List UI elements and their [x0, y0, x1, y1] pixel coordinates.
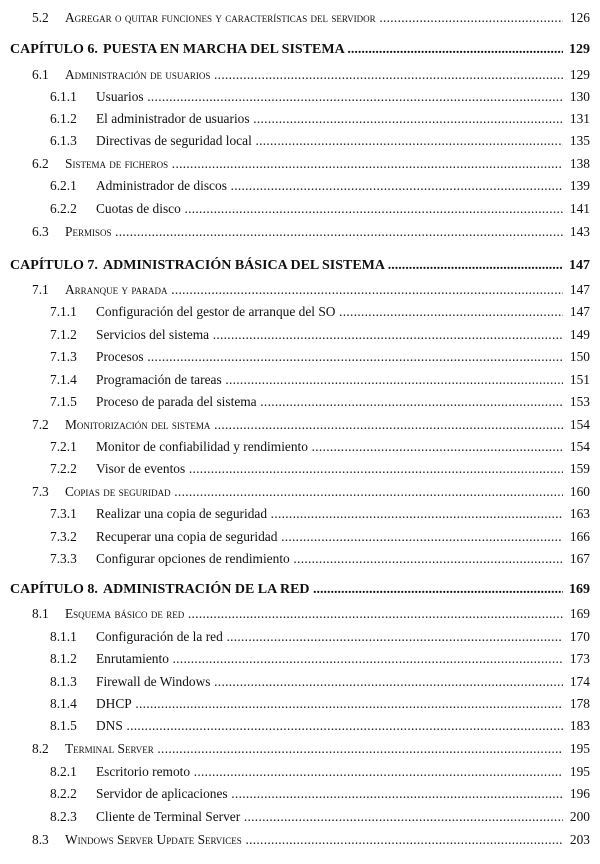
- entry-number: 7.3.1: [50, 506, 77, 521]
- entry-page: 138: [569, 156, 590, 171]
- entry-number: 7.1.5: [50, 394, 77, 409]
- entry-number: 8.2: [32, 741, 49, 756]
- entry-number: 7.2: [32, 417, 49, 432]
- toc-entry-section: [0, 65, 600, 85]
- entry-page: 130: [569, 89, 590, 104]
- entry-number: 8.2.1: [50, 764, 77, 779]
- entry-page: 147: [569, 304, 590, 319]
- toc-entry-section: [0, 830, 600, 850]
- entry-number: 7.1.1: [50, 304, 77, 319]
- entry-number: 5.2: [32, 10, 49, 25]
- toc-entry-subsection: [0, 370, 600, 390]
- toc-entry-subsection: [0, 716, 600, 736]
- entry-title: Terminal Server .....: [65, 739, 563, 759]
- entry-title: Visor de eventos .....: [96, 459, 563, 479]
- entry-number: 6.1.3: [50, 133, 77, 148]
- entry-page: 131: [569, 111, 590, 126]
- entry-title: Servidor de aplicaciones .....: [96, 784, 563, 804]
- entry-title: Configuración de la red .....: [96, 627, 563, 647]
- entry-page: 135: [569, 133, 590, 148]
- entry-title: El administrador de usuarios .....: [96, 109, 563, 129]
- entry-number: 7.1.4: [50, 372, 77, 387]
- entry-number: CAPÍTULO 8.: [10, 582, 98, 597]
- entry-title: ADMINISTRACIÓN BÁSICA DEL SISTEMA .....: [103, 256, 563, 276]
- entry-page: 196: [569, 786, 590, 801]
- entry-number: 8.2.3: [50, 809, 77, 824]
- entry-page: 154: [569, 417, 590, 432]
- entry-number: 8.1.4: [50, 696, 77, 711]
- entry-page: 129: [569, 42, 590, 57]
- entry-page: 170: [569, 629, 590, 644]
- entry-number: CAPÍTULO 6.: [10, 42, 98, 57]
- entry-title: DHCP .....: [96, 694, 563, 714]
- toc-entry-subsection: [0, 649, 600, 669]
- toc-entry-subsection: [0, 87, 600, 107]
- entry-title: Directivas de seguridad local .....: [96, 131, 563, 151]
- toc-entry-subsection: [0, 527, 600, 547]
- entry-number: CAPÍTULO 7.: [10, 258, 98, 273]
- toc-entry-subsection: [0, 176, 600, 196]
- entry-page: 159: [569, 461, 590, 476]
- entry-page: 143: [569, 224, 590, 239]
- entry-page: 169: [569, 582, 590, 597]
- entry-title: Configurar opciones de rendimiento .....: [96, 549, 563, 569]
- entry-page: 149: [569, 327, 590, 342]
- entry-title: Administrador de discos .....: [96, 176, 563, 196]
- entry-page: 160: [569, 484, 590, 499]
- entry-title: Enrutamiento .....: [96, 649, 563, 669]
- toc-entry-subsection: [0, 325, 600, 345]
- entry-title: Recuperar una copia de seguridad .....: [96, 527, 563, 547]
- toc-entry-section: [0, 8, 600, 28]
- entry-page: 129: [569, 67, 590, 82]
- entry-title: Esquema básico de red .....: [65, 604, 563, 624]
- toc-entry-chapter: [0, 580, 600, 600]
- entry-title: Programación de tareas .....: [96, 370, 563, 390]
- entry-page: 151: [569, 372, 590, 387]
- entry-page: 169: [569, 606, 590, 621]
- entry-title: Monitorización del sistema .....: [65, 415, 563, 435]
- entry-number: 6.1.2: [50, 111, 77, 126]
- entry-title: Realizar una copia de seguridad .....: [96, 504, 563, 524]
- entry-number: 8.2.2: [50, 786, 77, 801]
- entry-number: 6.2: [32, 156, 49, 171]
- entry-title: Escritorio remoto .....: [96, 762, 563, 782]
- entry-title: Proceso de parada del sistema .....: [96, 392, 563, 412]
- entry-number: 7.1: [32, 282, 49, 297]
- entry-page: 195: [569, 741, 590, 756]
- entry-number: 7.3: [32, 484, 49, 499]
- entry-page: 153: [569, 394, 590, 409]
- entry-title: Firewall de Windows .....: [96, 672, 563, 692]
- entry-number: 6.1.1: [50, 89, 77, 104]
- entry-page: 154: [569, 439, 590, 454]
- entry-page: 200: [569, 809, 590, 824]
- entry-number: 8.1: [32, 606, 49, 621]
- entry-page: 178: [569, 696, 590, 711]
- toc-entry-chapter: [0, 40, 600, 60]
- entry-page: 167: [569, 551, 590, 566]
- toc-entry-section: [0, 415, 600, 435]
- entry-page: 174: [569, 674, 590, 689]
- entry-title: Permisos .....: [65, 222, 563, 242]
- entry-page: 195: [569, 764, 590, 779]
- entry-page: 150: [569, 349, 590, 364]
- entry-title: DNS .....: [96, 716, 563, 736]
- entry-number: 8.3: [32, 832, 49, 847]
- toc-entry-subsection: [0, 762, 600, 782]
- toc-entry-subsection: [0, 549, 600, 569]
- entry-title: Usuarios .....: [96, 87, 563, 107]
- entry-number: 8.1.2: [50, 651, 77, 666]
- toc-entry-section: [0, 222, 600, 242]
- entry-title: Configuración del gestor de arranque del SO .....: [96, 302, 563, 322]
- entry-number: 7.3.2: [50, 529, 77, 544]
- entry-page: 147: [569, 258, 590, 273]
- entry-title: Arranque y parada .....: [65, 280, 563, 300]
- toc-entry-subsection: [0, 504, 600, 524]
- entry-title: Cliente de Terminal Server .....: [96, 807, 563, 827]
- entry-number: 7.2.2: [50, 461, 77, 476]
- entry-page: 163: [569, 506, 590, 521]
- toc-entry-section: [0, 604, 600, 624]
- toc-entry-subsection: [0, 392, 600, 412]
- entry-title: ADMINISTRACIÓN DE LA RED .....: [103, 580, 563, 600]
- entry-number: 6.2.1: [50, 178, 77, 193]
- entry-page: 141: [569, 201, 590, 216]
- entry-title: Servicios del sistema .....: [96, 325, 563, 345]
- entry-title: Copias de seguridad .....: [65, 482, 563, 502]
- toc-entry-subsection: [0, 199, 600, 219]
- toc-entry-subsection: [0, 437, 600, 457]
- entry-title: Agregar o quitar funciones y características del servidor .....: [65, 8, 563, 28]
- entry-number: 8.1.5: [50, 718, 77, 733]
- entry-page: 203: [569, 832, 590, 847]
- toc-entry-subsection: [0, 694, 600, 714]
- entry-page: 147: [569, 282, 590, 297]
- toc-entry-subsection: [0, 807, 600, 827]
- entry-number: 8.1.1: [50, 629, 77, 644]
- toc-entry-subsection: [0, 784, 600, 804]
- entry-page: 126: [569, 10, 590, 25]
- toc-entry-subsection: [0, 347, 600, 367]
- entry-page: 173: [569, 651, 590, 666]
- toc-entry-subsection: [0, 627, 600, 647]
- toc-entry-subsection: [0, 302, 600, 322]
- entry-number: 7.2.1: [50, 439, 77, 454]
- toc-entry-subsection: [0, 459, 600, 479]
- toc-entry-subsection: [0, 672, 600, 692]
- toc-entry-subsection: [0, 109, 600, 129]
- entry-number: 7.3.3: [50, 551, 77, 566]
- entry-title: Windows Server Update Services .....: [65, 830, 563, 850]
- toc-entry-subsection: [0, 131, 600, 151]
- entry-page: 183: [569, 718, 590, 733]
- entry-number: 6.2.2: [50, 201, 77, 216]
- entry-title: Monitor de confiabilidad y rendimiento .....: [96, 437, 563, 457]
- toc-entry-section: [0, 280, 600, 300]
- toc-entry-section: [0, 154, 600, 174]
- entry-page: 139: [569, 178, 590, 193]
- entry-number: 7.1.3: [50, 349, 77, 364]
- entry-title: Sistema de ficheros .....: [65, 154, 563, 174]
- entry-title: Administración de usuarios .....: [65, 65, 563, 85]
- toc-entry-chapter: [0, 256, 600, 276]
- entry-number: 7.1.2: [50, 327, 77, 342]
- entry-number: 6.3: [32, 224, 49, 239]
- entry-title: PUESTA EN MARCHA DEL SISTEMA .....: [103, 40, 563, 60]
- entry-title: Procesos .....: [96, 347, 563, 367]
- toc-entry-section: [0, 482, 600, 502]
- entry-page: 166: [569, 529, 590, 544]
- entry-title: Cuotas de disco .....: [96, 199, 563, 219]
- entry-number: 6.1: [32, 67, 49, 82]
- toc-entry-section: [0, 739, 600, 759]
- entry-number: 8.1.3: [50, 674, 77, 689]
